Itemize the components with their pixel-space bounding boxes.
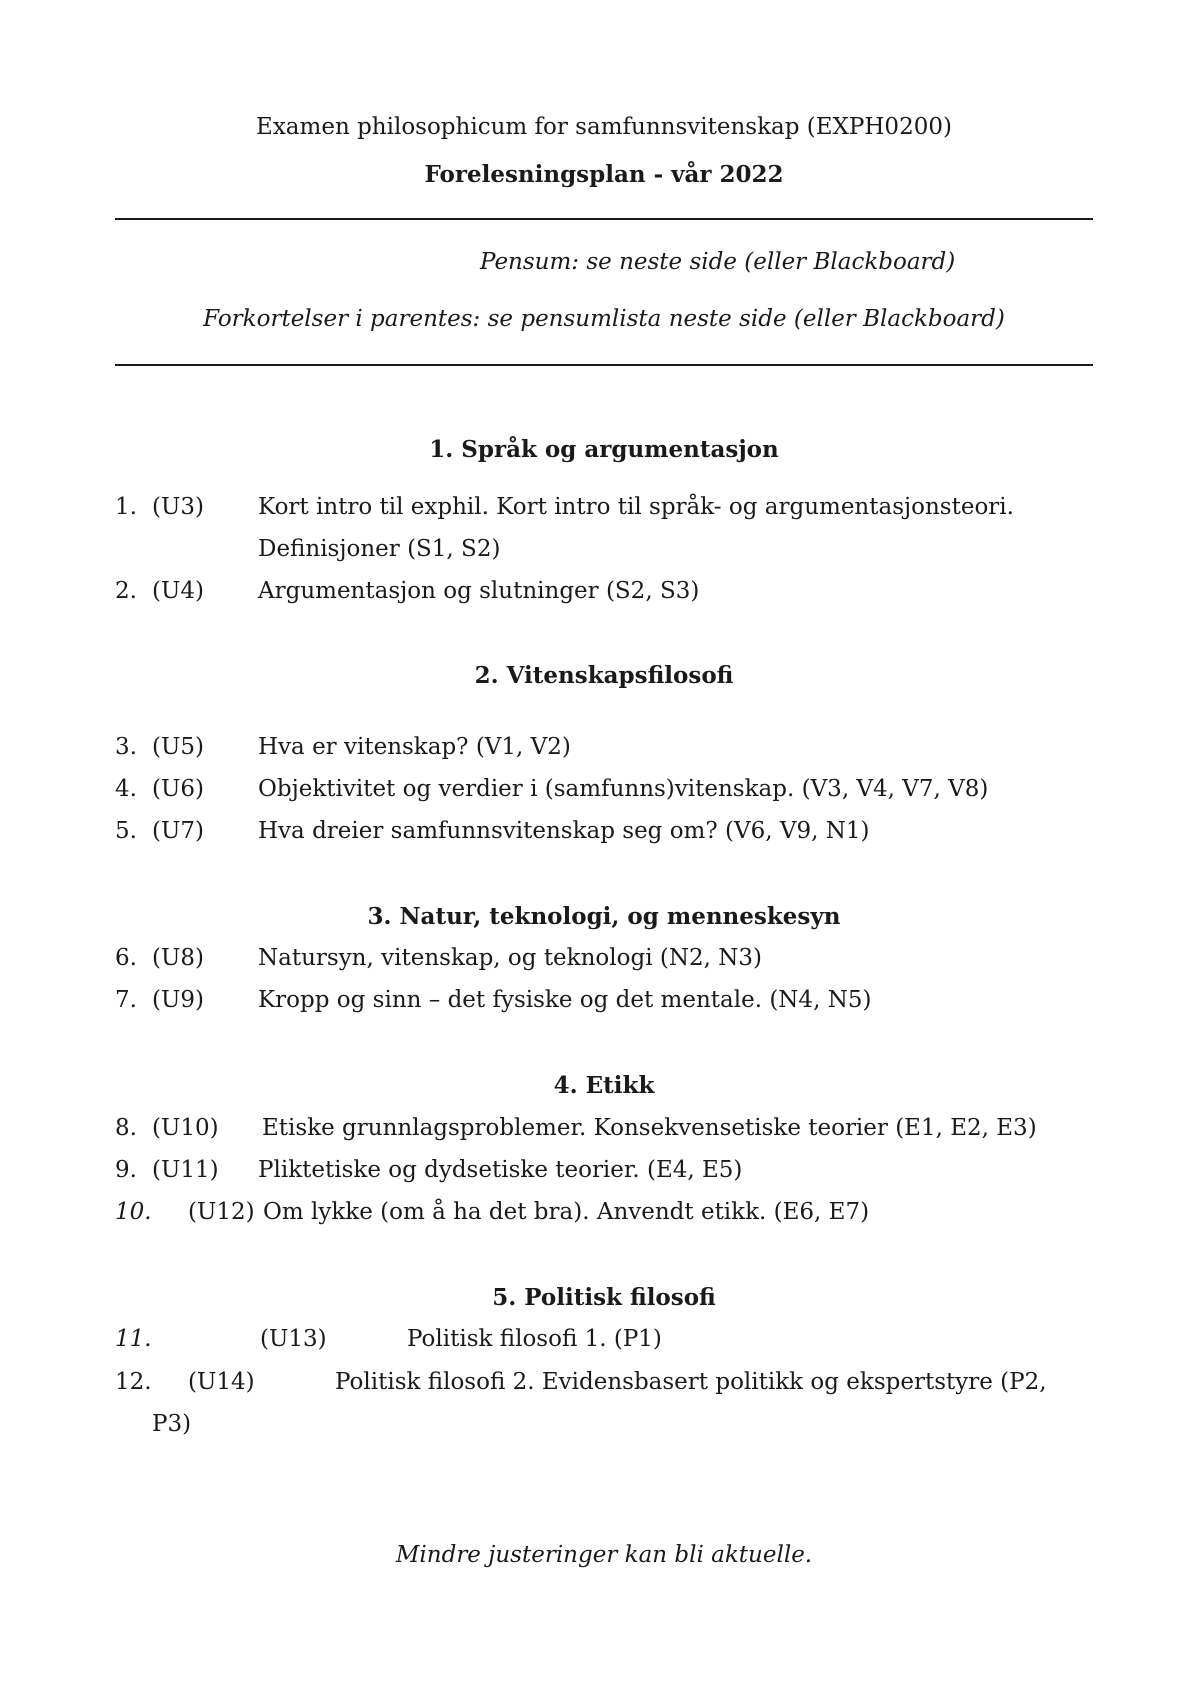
item-text: Objektivitet og verdier i (samfunns)vitenskap. (V3, V4, V7, V8): [258, 776, 989, 802]
item-code: (U6): [152, 776, 204, 802]
item-number: 7.: [115, 987, 137, 1013]
section-heading: 4. Etikk: [553, 1072, 655, 1099]
item-number: 3.: [115, 734, 137, 760]
item-number: 1.: [115, 494, 137, 520]
footer-note: Mindre justeringer kan bli aktuelle.: [395, 1542, 813, 1568]
section-heading: 5. Politisk filosofi: [492, 1284, 716, 1311]
item-code: (U14): [188, 1369, 255, 1395]
course-title: Examen philosophicum for samfunnsvitenskap (EXPH0200): [256, 114, 952, 140]
item-text: Hva dreier samfunnsvitenskap seg om? (V6, V9, N1): [258, 818, 870, 844]
item-code: (U12): [188, 1199, 255, 1225]
divider-bottom: [115, 364, 1093, 366]
item-number: 11.: [115, 1326, 152, 1352]
item-number: 6.: [115, 945, 137, 971]
item-text: Argumentasjon og slutninger (S2, S3): [258, 578, 700, 604]
item-text: Natursyn, vitenskap, og teknologi (N2, N3): [258, 945, 762, 971]
item-number: 8.: [115, 1115, 137, 1141]
item-code: (U9): [152, 987, 204, 1013]
item-text: Etiske grunnlagsproblemer. Konsekvensetiske teorier (E1, E2, E3): [262, 1115, 1037, 1141]
item-text-continued: Definisjoner (S1, S2): [258, 536, 501, 562]
item-text: Politisk filosofi 1. (P1): [407, 1326, 662, 1352]
item-text: Hva er vitenskap? (V1, V2): [258, 734, 571, 760]
item-code: (U5): [152, 734, 204, 760]
item-text: Politisk filosofi 2. Evidensbasert politikk og ekspertstyre (P2,: [335, 1369, 1047, 1395]
item-text: Kropp og sinn – det fysiske og det mentale. (N4, N5): [258, 987, 872, 1013]
item-text: Pliktetiske og dydsetiske teorier. (E4, E5): [258, 1157, 743, 1183]
item-text-continued: P3): [152, 1411, 192, 1437]
section-heading: 2. Vitenskapsfilosofi: [474, 662, 734, 689]
plan-title: Forelesningsplan - vår 2022: [424, 161, 784, 188]
item-number: 10.: [115, 1199, 152, 1225]
divider-top: [115, 218, 1093, 220]
item-number: 12.: [115, 1369, 152, 1395]
item-code: (U7): [152, 818, 204, 844]
item-number: 9.: [115, 1157, 137, 1183]
section-heading: 1. Språk og argumentasjon: [429, 436, 779, 463]
item-code: (U11): [152, 1157, 219, 1183]
section-heading: 3. Natur, teknologi, og menneskesyn: [367, 903, 841, 930]
item-code: (U3): [152, 494, 204, 520]
item-text: Om lykke (om å ha det bra). Anvendt etikk. (E6, E7): [263, 1199, 870, 1225]
item-text: Kort intro til exphil. Kort intro til språk- og argumentasjonsteori.: [258, 494, 1014, 520]
item-code: (U13): [260, 1326, 327, 1352]
item-number: 5.: [115, 818, 137, 844]
item-code: (U4): [152, 578, 204, 604]
item-code: (U8): [152, 945, 204, 971]
item-number: 4.: [115, 776, 137, 802]
pensum-note: Pensum: se neste side (eller Blackboard): [480, 249, 956, 275]
item-code: (U10): [152, 1115, 219, 1141]
item-number: 2.: [115, 578, 137, 604]
abbreviations-note: Forkortelser i parentes: se pensumlista neste side (eller Blackboard): [203, 306, 1005, 332]
